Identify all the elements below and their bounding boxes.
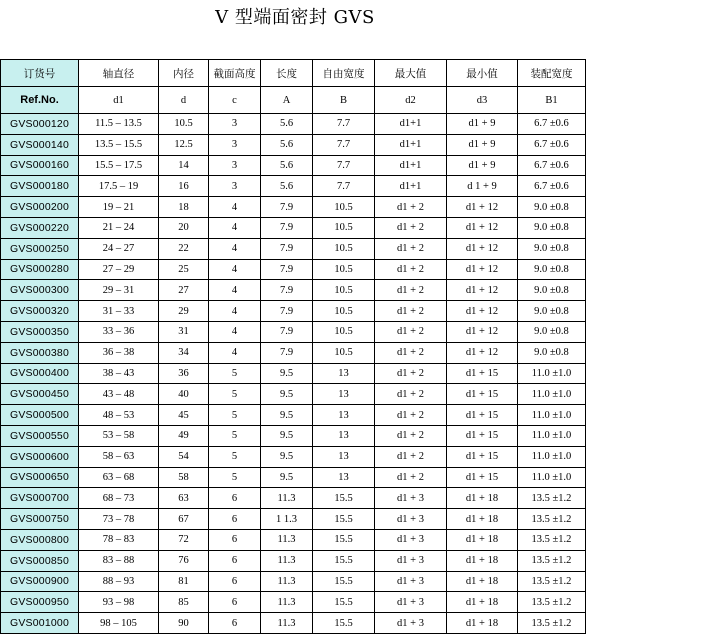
table-row (1, 280, 586, 301)
cell-assembly-width: 11.0 ±1.0 (518, 363, 586, 384)
cell-inner-diameter: 22 (159, 238, 209, 259)
cell-assembly-width: 9.0 ±0.8 (518, 238, 586, 259)
cell-ref-no: GVS000900 (1, 571, 79, 592)
table-row (1, 197, 586, 218)
cell-assembly-width: 13.5 ±1.2 (518, 509, 586, 530)
header-symbol-a: A (261, 87, 313, 114)
table-row (1, 467, 586, 488)
cell-shaft-diameter: 29 – 31 (79, 280, 159, 301)
cell-free-width: 10.5 (313, 280, 375, 301)
cell-inner-diameter: 63 (159, 488, 209, 509)
cell-section-height: 6 (209, 613, 261, 634)
cell-ref-no: GVS000220 (1, 217, 79, 238)
cell-free-width: 13 (313, 425, 375, 446)
cell-assembly-width: 11.0 ±1.0 (518, 384, 586, 405)
cell-ref-no: GVS000250 (1, 238, 79, 259)
cell-inner-diameter: 20 (159, 217, 209, 238)
cell-assembly-width: 9.0 ±0.8 (518, 197, 586, 218)
cell-inner-diameter: 12.5 (159, 134, 209, 155)
cell-min-value: d1 + 9 (447, 134, 518, 155)
cell-section-height: 5 (209, 363, 261, 384)
cell-section-height: 3 (209, 114, 261, 135)
table-row (1, 155, 586, 176)
cell-section-height: 5 (209, 384, 261, 405)
cell-shaft-diameter: 53 – 58 (79, 425, 159, 446)
cell-max-value: d1 + 2 (375, 197, 447, 218)
header-symbol-d3: d3 (447, 87, 518, 114)
cell-shaft-diameter: 24 – 27 (79, 238, 159, 259)
cell-shaft-diameter: 13.5 – 15.5 (79, 134, 159, 155)
cell-shaft-diameter: 11.5 – 13.5 (79, 114, 159, 135)
cell-max-value: d1 + 2 (375, 467, 447, 488)
header-symbol-c: c (209, 87, 261, 114)
table-row (1, 425, 586, 446)
cell-assembly-width: 13.5 ±1.2 (518, 550, 586, 571)
cell-min-value: d1 + 15 (447, 384, 518, 405)
cell-free-width: 7.7 (313, 134, 375, 155)
header-shaft-diameter: 轴直径 (79, 60, 159, 87)
header-symbol-b: B (313, 87, 375, 114)
cell-free-width: 7.7 (313, 114, 375, 135)
cell-max-value: d1+1 (375, 134, 447, 155)
cell-ref-no: GVS001000 (1, 613, 79, 634)
cell-max-value: d1 + 2 (375, 405, 447, 426)
cell-inner-diameter: 18 (159, 197, 209, 218)
cell-length: 1 1.3 (261, 509, 313, 530)
cell-shaft-diameter: 43 – 48 (79, 384, 159, 405)
cell-assembly-width: 13.5 ±1.2 (518, 613, 586, 634)
cell-shaft-diameter: 38 – 43 (79, 363, 159, 384)
cell-min-value: d1 + 18 (447, 488, 518, 509)
cell-length: 7.9 (261, 342, 313, 363)
cell-length: 9.5 (261, 363, 313, 384)
cell-section-height: 3 (209, 176, 261, 197)
cell-min-value: d 1 + 9 (447, 176, 518, 197)
cell-min-value: d1 + 18 (447, 571, 518, 592)
cell-max-value: d1 + 2 (375, 280, 447, 301)
cell-section-height: 6 (209, 488, 261, 509)
cell-length: 7.9 (261, 238, 313, 259)
header-order-no: 订货号 (1, 60, 79, 87)
table-row (1, 321, 586, 342)
cell-assembly-width: 9.0 ±0.8 (518, 321, 586, 342)
cell-assembly-width: 6.7 ±0.6 (518, 114, 586, 135)
cell-max-value: d1 + 2 (375, 446, 447, 467)
cell-assembly-width: 11.0 ±1.0 (518, 405, 586, 426)
cell-shaft-diameter: 58 – 63 (79, 446, 159, 467)
cell-min-value: d1 + 12 (447, 197, 518, 218)
cell-shaft-diameter: 17.5 – 19 (79, 176, 159, 197)
cell-assembly-width: 9.0 ±0.8 (518, 259, 586, 280)
cell-free-width: 7.7 (313, 155, 375, 176)
table-row (1, 446, 586, 467)
cell-length: 9.5 (261, 384, 313, 405)
cell-assembly-width: 13.5 ±1.2 (518, 488, 586, 509)
cell-ref-no: GVS000550 (1, 425, 79, 446)
header-symbol-b1: B1 (518, 87, 586, 114)
cell-min-value: d1 + 18 (447, 592, 518, 613)
cell-free-width: 15.5 (313, 509, 375, 530)
cell-min-value: d1 + 15 (447, 467, 518, 488)
cell-shaft-diameter: 21 – 24 (79, 217, 159, 238)
cell-ref-no: GVS000400 (1, 363, 79, 384)
cell-free-width: 13 (313, 467, 375, 488)
cell-min-value: d1 + 9 (447, 155, 518, 176)
cell-inner-diameter: 25 (159, 259, 209, 280)
cell-ref-no: GVS000500 (1, 405, 79, 426)
cell-ref-no: GVS000160 (1, 155, 79, 176)
cell-length: 11.3 (261, 550, 313, 571)
cell-min-value: d1 + 12 (447, 342, 518, 363)
cell-shaft-diameter: 27 – 29 (79, 259, 159, 280)
cell-assembly-width: 6.7 ±0.6 (518, 176, 586, 197)
table-row (1, 259, 586, 280)
cell-max-value: d1 + 2 (375, 384, 447, 405)
header-ref-no: Ref.No. (1, 87, 79, 114)
cell-assembly-width: 11.0 ±1.0 (518, 425, 586, 446)
cell-free-width: 10.5 (313, 259, 375, 280)
cell-inner-diameter: 76 (159, 550, 209, 571)
cell-inner-diameter: 72 (159, 529, 209, 550)
cell-assembly-width: 11.0 ±1.0 (518, 467, 586, 488)
cell-section-height: 6 (209, 529, 261, 550)
cell-free-width: 15.5 (313, 529, 375, 550)
cell-shaft-diameter: 93 – 98 (79, 592, 159, 613)
cell-section-height: 5 (209, 425, 261, 446)
cell-section-height: 5 (209, 405, 261, 426)
cell-ref-no: GVS000350 (1, 321, 79, 342)
table-row (1, 509, 586, 530)
cell-ref-no: GVS000650 (1, 467, 79, 488)
cell-shaft-diameter: 48 – 53 (79, 405, 159, 426)
cell-length: 11.3 (261, 592, 313, 613)
header-row-chinese (1, 60, 586, 87)
cell-assembly-width: 13.5 ±1.2 (518, 592, 586, 613)
cell-length: 7.9 (261, 197, 313, 218)
cell-free-width: 15.5 (313, 488, 375, 509)
cell-shaft-diameter: 19 – 21 (79, 197, 159, 218)
table-row (1, 342, 586, 363)
cell-inner-diameter: 29 (159, 301, 209, 322)
cell-ref-no: GVS000320 (1, 301, 79, 322)
cell-max-value: d1 + 2 (375, 425, 447, 446)
cell-ref-no: GVS000120 (1, 114, 79, 135)
header-row-symbols (1, 87, 586, 114)
cell-max-value: d1 + 2 (375, 259, 447, 280)
cell-section-height: 4 (209, 301, 261, 322)
cell-section-height: 4 (209, 238, 261, 259)
header-free-width: 自由宽度 (313, 60, 375, 87)
cell-inner-diameter: 90 (159, 613, 209, 634)
cell-ref-no: GVS000380 (1, 342, 79, 363)
header-max-value: 最大值 (375, 60, 447, 87)
cell-length: 5.6 (261, 176, 313, 197)
cell-free-width: 15.5 (313, 613, 375, 634)
cell-max-value: d1 + 3 (375, 571, 447, 592)
cell-max-value: d1 + 2 (375, 321, 447, 342)
cell-max-value: d1+1 (375, 176, 447, 197)
cell-assembly-width: 9.0 ±0.8 (518, 342, 586, 363)
cell-max-value: d1 + 2 (375, 301, 447, 322)
table-row (1, 529, 586, 550)
cell-section-height: 4 (209, 197, 261, 218)
cell-free-width: 13 (313, 384, 375, 405)
cell-section-height: 5 (209, 446, 261, 467)
cell-ref-no: GVS000300 (1, 280, 79, 301)
cell-assembly-width: 6.7 ±0.6 (518, 155, 586, 176)
cell-section-height: 6 (209, 509, 261, 530)
cell-shaft-diameter: 15.5 – 17.5 (79, 155, 159, 176)
cell-free-width: 10.5 (313, 321, 375, 342)
cell-length: 11.3 (261, 529, 313, 550)
cell-min-value: d1 + 12 (447, 280, 518, 301)
cell-free-width: 15.5 (313, 592, 375, 613)
cell-shaft-diameter: 73 – 78 (79, 509, 159, 530)
cell-inner-diameter: 67 (159, 509, 209, 530)
cell-free-width: 7.7 (313, 176, 375, 197)
cell-shaft-diameter: 68 – 73 (79, 488, 159, 509)
table-row (1, 363, 586, 384)
cell-section-height: 4 (209, 321, 261, 342)
cell-inner-diameter: 40 (159, 384, 209, 405)
cell-inner-diameter: 16 (159, 176, 209, 197)
cell-assembly-width: 13.5 ±1.2 (518, 571, 586, 592)
cell-length: 9.5 (261, 446, 313, 467)
cell-length: 11.3 (261, 488, 313, 509)
cell-section-height: 6 (209, 550, 261, 571)
cell-length: 9.5 (261, 467, 313, 488)
cell-min-value: d1 + 18 (447, 550, 518, 571)
cell-length: 9.5 (261, 425, 313, 446)
header-length: 长度 (261, 60, 313, 87)
cell-inner-diameter: 34 (159, 342, 209, 363)
table-row (1, 238, 586, 259)
cell-free-width: 15.5 (313, 571, 375, 592)
cell-free-width: 10.5 (313, 217, 375, 238)
table-row (1, 134, 586, 155)
cell-length: 7.9 (261, 280, 313, 301)
cell-min-value: d1 + 15 (447, 363, 518, 384)
cell-section-height: 4 (209, 280, 261, 301)
cell-free-width: 13 (313, 405, 375, 426)
cell-shaft-diameter: 36 – 38 (79, 342, 159, 363)
header-inner-diameter: 内径 (159, 60, 209, 87)
cell-ref-no: GVS000200 (1, 197, 79, 218)
cell-max-value: d1 + 3 (375, 550, 447, 571)
cell-max-value: d1 + 3 (375, 509, 447, 530)
cell-min-value: d1 + 15 (447, 405, 518, 426)
header-symbol-d1: d1 (79, 87, 159, 114)
table-row (1, 384, 586, 405)
cell-section-height: 3 (209, 155, 261, 176)
cell-inner-diameter: 10.5 (159, 114, 209, 135)
cell-section-height: 5 (209, 467, 261, 488)
cell-max-value: d1+1 (375, 155, 447, 176)
cell-max-value: d1 + 2 (375, 363, 447, 384)
header-section-height: 截面高度 (209, 60, 261, 87)
table-row (1, 405, 586, 426)
cell-inner-diameter: 27 (159, 280, 209, 301)
cell-section-height: 4 (209, 342, 261, 363)
cell-length: 9.5 (261, 405, 313, 426)
table-row (1, 301, 586, 322)
cell-length: 11.3 (261, 571, 313, 592)
cell-shaft-diameter: 31 – 33 (79, 301, 159, 322)
header-symbol-d2: d2 (375, 87, 447, 114)
cell-free-width: 15.5 (313, 550, 375, 571)
cell-section-height: 4 (209, 259, 261, 280)
header-symbol-d: d (159, 87, 209, 114)
cell-inner-diameter: 49 (159, 425, 209, 446)
cell-min-value: d1 + 12 (447, 259, 518, 280)
cell-ref-no: GVS000600 (1, 446, 79, 467)
cell-free-width: 10.5 (313, 301, 375, 322)
cell-length: 5.6 (261, 114, 313, 135)
cell-inner-diameter: 36 (159, 363, 209, 384)
cell-inner-diameter: 58 (159, 467, 209, 488)
cell-free-width: 13 (313, 363, 375, 384)
cell-min-value: d1 + 15 (447, 425, 518, 446)
cell-min-value: d1 + 9 (447, 114, 518, 135)
table-row (1, 114, 586, 135)
cell-max-value: d1+1 (375, 114, 447, 135)
cell-ref-no: GVS000950 (1, 592, 79, 613)
cell-shaft-diameter: 63 – 68 (79, 467, 159, 488)
cell-min-value: d1 + 18 (447, 509, 518, 530)
cell-min-value: d1 + 12 (447, 321, 518, 342)
table-row (1, 488, 586, 509)
cell-free-width: 10.5 (313, 197, 375, 218)
cell-assembly-width: 9.0 ±0.8 (518, 280, 586, 301)
cell-inner-diameter: 54 (159, 446, 209, 467)
cell-shaft-diameter: 98 – 105 (79, 613, 159, 634)
cell-max-value: d1 + 3 (375, 488, 447, 509)
table-body (1, 114, 586, 634)
cell-ref-no: GVS000850 (1, 550, 79, 571)
cell-min-value: d1 + 18 (447, 529, 518, 550)
cell-length: 11.3 (261, 613, 313, 634)
cell-inner-diameter: 85 (159, 592, 209, 613)
cell-length: 7.9 (261, 301, 313, 322)
cell-shaft-diameter: 33 – 36 (79, 321, 159, 342)
cell-section-height: 6 (209, 592, 261, 613)
cell-inner-diameter: 14 (159, 155, 209, 176)
page-title: V 型端面密封 GVS (215, 7, 375, 28)
cell-free-width: 10.5 (313, 342, 375, 363)
table-row (1, 550, 586, 571)
cell-max-value: d1 + 2 (375, 238, 447, 259)
cell-assembly-width: 9.0 ±0.8 (518, 217, 586, 238)
cell-max-value: d1 + 3 (375, 529, 447, 550)
cell-section-height: 3 (209, 134, 261, 155)
cell-ref-no: GVS000800 (1, 529, 79, 550)
seal-spec-table (0, 59, 586, 634)
cell-min-value: d1 + 18 (447, 613, 518, 634)
cell-min-value: d1 + 12 (447, 238, 518, 259)
cell-shaft-diameter: 78 – 83 (79, 529, 159, 550)
cell-shaft-diameter: 83 – 88 (79, 550, 159, 571)
cell-shaft-diameter: 88 – 93 (79, 571, 159, 592)
cell-max-value: d1 + 2 (375, 342, 447, 363)
cell-min-value: d1 + 12 (447, 301, 518, 322)
header-assembly-width: 装配宽度 (518, 60, 586, 87)
table-row (1, 217, 586, 238)
cell-assembly-width: 9.0 ±0.8 (518, 301, 586, 322)
cell-min-value: d1 + 12 (447, 217, 518, 238)
cell-inner-diameter: 81 (159, 571, 209, 592)
cell-ref-no: GVS000280 (1, 259, 79, 280)
cell-length: 5.6 (261, 155, 313, 176)
cell-min-value: d1 + 15 (447, 446, 518, 467)
cell-section-height: 4 (209, 217, 261, 238)
cell-ref-no: GVS000700 (1, 488, 79, 509)
cell-assembly-width: 11.0 ±1.0 (518, 446, 586, 467)
cell-assembly-width: 13.5 ±1.2 (518, 529, 586, 550)
cell-assembly-width: 6.7 ±0.6 (518, 134, 586, 155)
cell-free-width: 13 (313, 446, 375, 467)
cell-ref-no: GVS000140 (1, 134, 79, 155)
table-row (1, 571, 586, 592)
cell-length: 5.6 (261, 134, 313, 155)
cell-max-value: d1 + 3 (375, 592, 447, 613)
cell-max-value: d1 + 3 (375, 613, 447, 634)
cell-ref-no: GVS000450 (1, 384, 79, 405)
cell-max-value: d1 + 2 (375, 217, 447, 238)
table-row (1, 176, 586, 197)
header-min-value: 最小值 (447, 60, 518, 87)
cell-length: 7.9 (261, 259, 313, 280)
cell-length: 7.9 (261, 321, 313, 342)
cell-ref-no: GVS000180 (1, 176, 79, 197)
cell-length: 7.9 (261, 217, 313, 238)
cell-free-width: 10.5 (313, 238, 375, 259)
cell-inner-diameter: 45 (159, 405, 209, 426)
table-row (1, 592, 586, 613)
table-row (1, 613, 586, 634)
cell-section-height: 6 (209, 571, 261, 592)
cell-inner-diameter: 31 (159, 321, 209, 342)
cell-ref-no: GVS000750 (1, 509, 79, 530)
